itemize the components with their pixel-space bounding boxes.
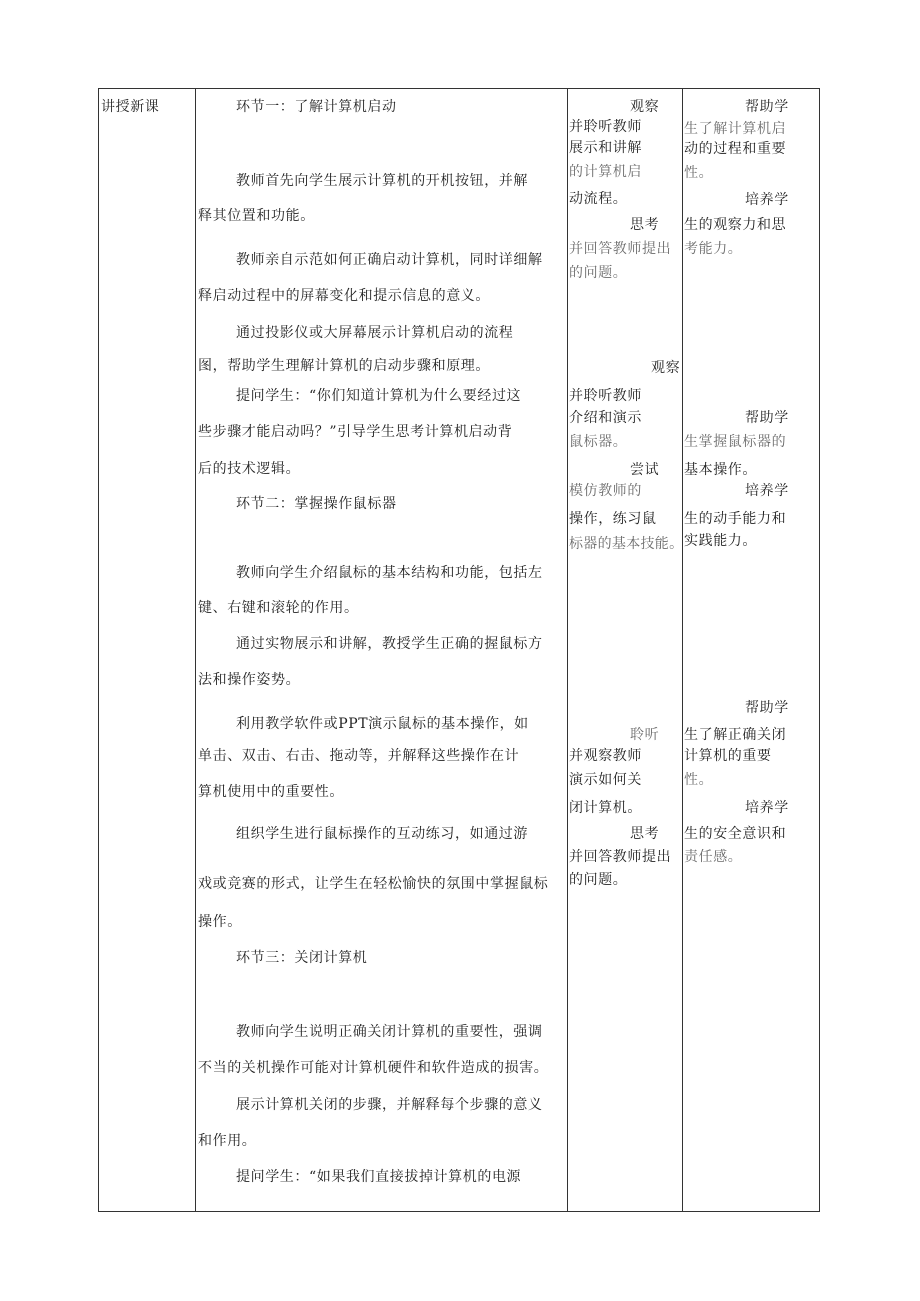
student-line: 并回答教师提出 bbox=[569, 241, 672, 257]
student-line: 介绍和演示 bbox=[569, 410, 642, 426]
paragraph-line: 提问学生：“你们知道计算机为什么要经过这 bbox=[236, 388, 522, 404]
student-line: 标器的基本技能。 bbox=[569, 536, 684, 552]
student-line: 尝试 bbox=[630, 462, 660, 478]
student-line: 思考 bbox=[630, 217, 660, 233]
intent-line: 培养学 bbox=[745, 192, 789, 208]
part1-heading: 环节一：了解计算机启动 bbox=[236, 99, 397, 115]
student-line: 动流程。 bbox=[569, 191, 628, 207]
intent-line: 性。 bbox=[684, 772, 714, 788]
intent-line: 基本操作。 bbox=[684, 462, 757, 478]
paragraph-line: 单击、双击、右击、拖动等，并解释这些操作在计 bbox=[198, 748, 520, 764]
paragraph-line: 利用教学软件或PPT演示鼠标的基本操作，如 bbox=[236, 716, 529, 732]
intent-line: 计算机的重要 bbox=[684, 748, 772, 764]
intent-line: 责任感。 bbox=[684, 849, 743, 865]
intent-line: 性。 bbox=[684, 165, 714, 181]
paragraph-line: 图，帮助学生理解计算机的启动步骤和原理。 bbox=[198, 358, 490, 374]
paragraph-line: 后的技术逻辑。 bbox=[198, 461, 301, 477]
paragraph-line: 教师亲自示范如何正确启动计算机，同时详细解 bbox=[236, 252, 543, 268]
paragraph-line: 教师向学生介绍鼠标的基本结构和功能，包括左 bbox=[236, 565, 543, 581]
paragraph-line: 释启动过程中的屏幕变化和提示信息的意义。 bbox=[198, 288, 490, 304]
intent-line: 生的观察力和思 bbox=[684, 217, 787, 233]
student-line: 思考 bbox=[630, 826, 660, 842]
paragraph-line: 键、右键和滚轮的作用。 bbox=[198, 600, 359, 616]
paragraph-line: 释其位置和功能。 bbox=[198, 208, 315, 224]
intent-line: 生掌握鼠标器的 bbox=[684, 434, 787, 450]
column-divider bbox=[567, 89, 568, 1211]
intent-line: 帮助学 bbox=[745, 410, 789, 426]
student-line: 并聆听教师 bbox=[569, 388, 642, 404]
student-line: 模仿教师的 bbox=[569, 483, 642, 499]
part3-heading: 环节三：关闭计算机 bbox=[236, 950, 368, 966]
paragraph-line: 组织学生进行鼠标操作的互动练习，如通过游 bbox=[236, 826, 528, 842]
paragraph-line: 展示计算机关闭的步骤，并解释每个步骤的意义 bbox=[236, 1097, 543, 1113]
student-line: 展示和讲解 bbox=[569, 140, 642, 156]
intent-line: 生的动手能力和 bbox=[684, 511, 787, 527]
paragraph-line: 教师首先向学生展示计算机的开机按钮，并解 bbox=[236, 173, 528, 189]
student-line: 观察 bbox=[651, 360, 681, 376]
part2-heading: 环节二：掌握操作鼠标器 bbox=[236, 496, 397, 512]
paragraph-line: 通过投影仪或大屏幕展示计算机启动的流程 bbox=[236, 325, 514, 341]
student-line: 闭计算机。 bbox=[569, 800, 642, 816]
paragraph-line: 法和操作姿势。 bbox=[198, 672, 301, 688]
student-line: 并回答教师提出 bbox=[569, 849, 672, 865]
intent-line: 培养学 bbox=[745, 483, 789, 499]
intent-line: 帮助学 bbox=[745, 700, 789, 716]
section-label: 讲授新课 bbox=[101, 99, 160, 115]
paragraph-line: 算机使用中的重要性。 bbox=[198, 784, 344, 800]
paragraph-line: 操作。 bbox=[198, 914, 242, 930]
column-divider bbox=[682, 89, 683, 1211]
intent-line: 考能力。 bbox=[684, 241, 743, 257]
paragraph-line: 通过实物展示和讲解，教授学生正确的握鼠标方 bbox=[236, 636, 543, 652]
paragraph-line: 和作用。 bbox=[198, 1133, 257, 1149]
student-line: 的计算机启 bbox=[569, 164, 642, 180]
student-line: 聆听 bbox=[630, 727, 660, 743]
student-line: 并观察教师 bbox=[569, 748, 642, 764]
intent-line: 生了解正确关闭 bbox=[684, 727, 787, 743]
student-line: 演示如何关 bbox=[569, 772, 642, 788]
student-line: 观察 bbox=[630, 99, 660, 115]
paragraph-line: 些步骤才能启动吗？”引导学生思考计算机启动背 bbox=[198, 424, 513, 440]
intent-line: 动的过程和重要 bbox=[684, 141, 787, 157]
paragraph-line: 教师向学生说明正确关闭计算机的重要性，强调 bbox=[236, 1024, 543, 1040]
column-divider bbox=[195, 89, 196, 1211]
paragraph-line: 提问学生：“如果我们直接拔掉计算机的电源 bbox=[236, 1169, 522, 1185]
intent-line: 实践能力。 bbox=[684, 533, 757, 549]
student-line: 并聆听教师 bbox=[569, 119, 642, 135]
paragraph-line: 不当的关机操作可能对计算机硬件和软件造成的损害。 bbox=[198, 1060, 549, 1076]
student-line: 操作，练习鼠 bbox=[569, 511, 657, 527]
paragraph-line: 戏或竞赛的形式，让学生在轻松愉快的氛围中掌握鼠标 bbox=[198, 876, 549, 892]
intent-line: 培养学 bbox=[745, 800, 789, 816]
intent-line: 帮助学 bbox=[745, 99, 789, 115]
intent-line: 生的安全意识和 bbox=[684, 826, 787, 842]
intent-line: 生了解计算机启 bbox=[684, 121, 787, 137]
student-line: 的问题。 bbox=[569, 265, 628, 281]
student-line: 的问题。 bbox=[569, 872, 628, 888]
student-line: 鼠标器。 bbox=[569, 434, 628, 450]
